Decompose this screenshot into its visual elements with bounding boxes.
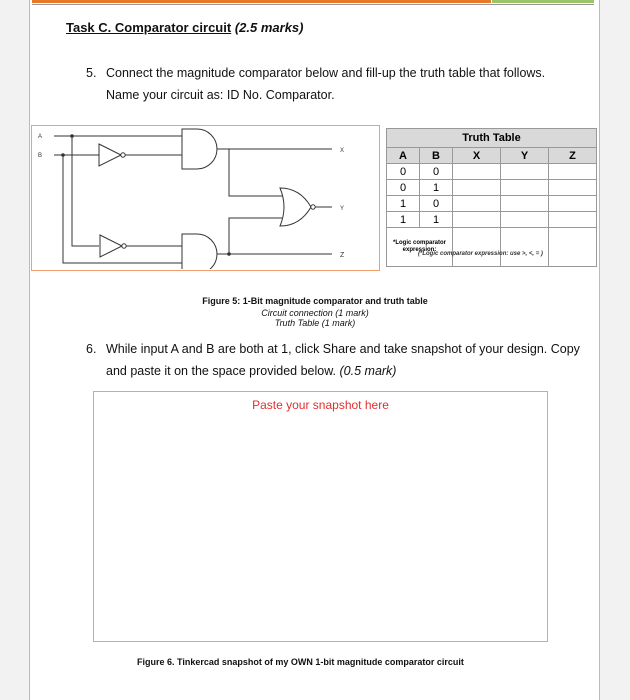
truth-table-cell-x[interactable] [453, 196, 501, 212]
figure-5-caption: Figure 5: 1-Bit magnitude comparator and truth table [202, 296, 428, 306]
and-gate-bottom [182, 234, 217, 269]
nor-gate [280, 188, 315, 226]
question-number: 5. [86, 66, 97, 80]
truth-table-cell-y[interactable] [501, 164, 549, 180]
header-z: Z [549, 148, 597, 164]
expression-cell-x[interactable] [453, 228, 501, 267]
expression-cell-z[interactable] [549, 228, 597, 267]
truth-table-cell-x[interactable] [453, 180, 501, 196]
truth-table-cell-y[interactable] [501, 196, 549, 212]
question-marks: (0.5 mark) [339, 364, 397, 378]
truth-table-cell-z[interactable] [549, 164, 597, 180]
truth-table-cell-z[interactable] [549, 212, 597, 228]
output-label-x: X [340, 148, 345, 154]
and-gate-top [182, 129, 217, 169]
expression-cell-y[interactable] [501, 228, 549, 267]
truth-table-cell-x[interactable] [453, 164, 501, 180]
comparator-circuit-diagram [31, 125, 380, 271]
truth-table-row [387, 196, 597, 212]
truth-table-cell-x[interactable] [453, 212, 501, 228]
task-title-text: Task C. Comparator circuit [66, 20, 232, 35]
truth-table-cell-a: 0 [387, 164, 420, 180]
question-6 [86, 338, 586, 382]
truth-table-cell-z[interactable] [549, 180, 597, 196]
question-number: 6. [86, 342, 97, 356]
question-5 [86, 62, 576, 106]
snapshot-placeholder: Paste your snapshot here [252, 398, 389, 412]
header-y: Y [501, 148, 549, 164]
input-label-a: A [38, 134, 43, 140]
task-marks: (2.5 marks) [234, 20, 304, 35]
truth-table-cell-a: 1 [387, 212, 420, 228]
truth-table [386, 128, 597, 267]
truth-table-cell-y[interactable] [501, 212, 549, 228]
output-label-y: Y [340, 206, 345, 212]
truth-table-row [387, 164, 597, 180]
snapshot-paste-area[interactable] [93, 391, 548, 642]
header-divider [32, 4, 594, 5]
not-gate-top [99, 144, 125, 166]
truth-table-cell-a: 0 [387, 180, 420, 196]
input-label-b: B [38, 153, 43, 159]
header-b: B [420, 148, 453, 164]
truth-table-cell-b: 1 [420, 180, 453, 196]
truth-table-row [387, 180, 597, 196]
truth-table-note: (*Logic comparator expression: use >, <, = ) [418, 251, 543, 257]
question-text: Connect the magnitude comparator below and fill-up the truth table that follows. Name your circuit as: ID No. Comparator. [106, 66, 546, 102]
figure-6-caption: Figure 6. Tinkercad snapshot of my OWN 1-bit magnitude comparator circuit [137, 657, 464, 667]
truth-table-cell-b: 0 [420, 164, 453, 180]
not-gate-bottom [100, 235, 126, 257]
figure-5-sub-table: Truth Table (1 mark) [274, 318, 356, 328]
header-bar-orange [32, 0, 491, 3]
truth-table-cell-y[interactable] [501, 180, 549, 196]
header-x: X [453, 148, 501, 164]
header-bar-green [492, 0, 594, 3]
truth-table-cell-a: 1 [387, 196, 420, 212]
truth-table-cell-b: 1 [420, 212, 453, 228]
truth-table-cell-z[interactable] [549, 196, 597, 212]
figure-5-sub-circuit: Circuit connection (1 mark) [261, 308, 369, 318]
question-text [106, 338, 586, 382]
question-text-body: While input A and B are both at 1, click Share and take snapshot of your design. Copy and paste it on the space provided below. [106, 342, 580, 378]
expression-label: *Logic comparator expression: [387, 228, 453, 267]
task-title [66, 20, 303, 35]
truth-table-cell-b: 0 [420, 196, 453, 212]
truth-table-title: Truth Table [387, 129, 597, 148]
header-a: A [387, 148, 420, 164]
truth-table-row [387, 212, 597, 228]
output-label-z: Z [340, 252, 345, 259]
